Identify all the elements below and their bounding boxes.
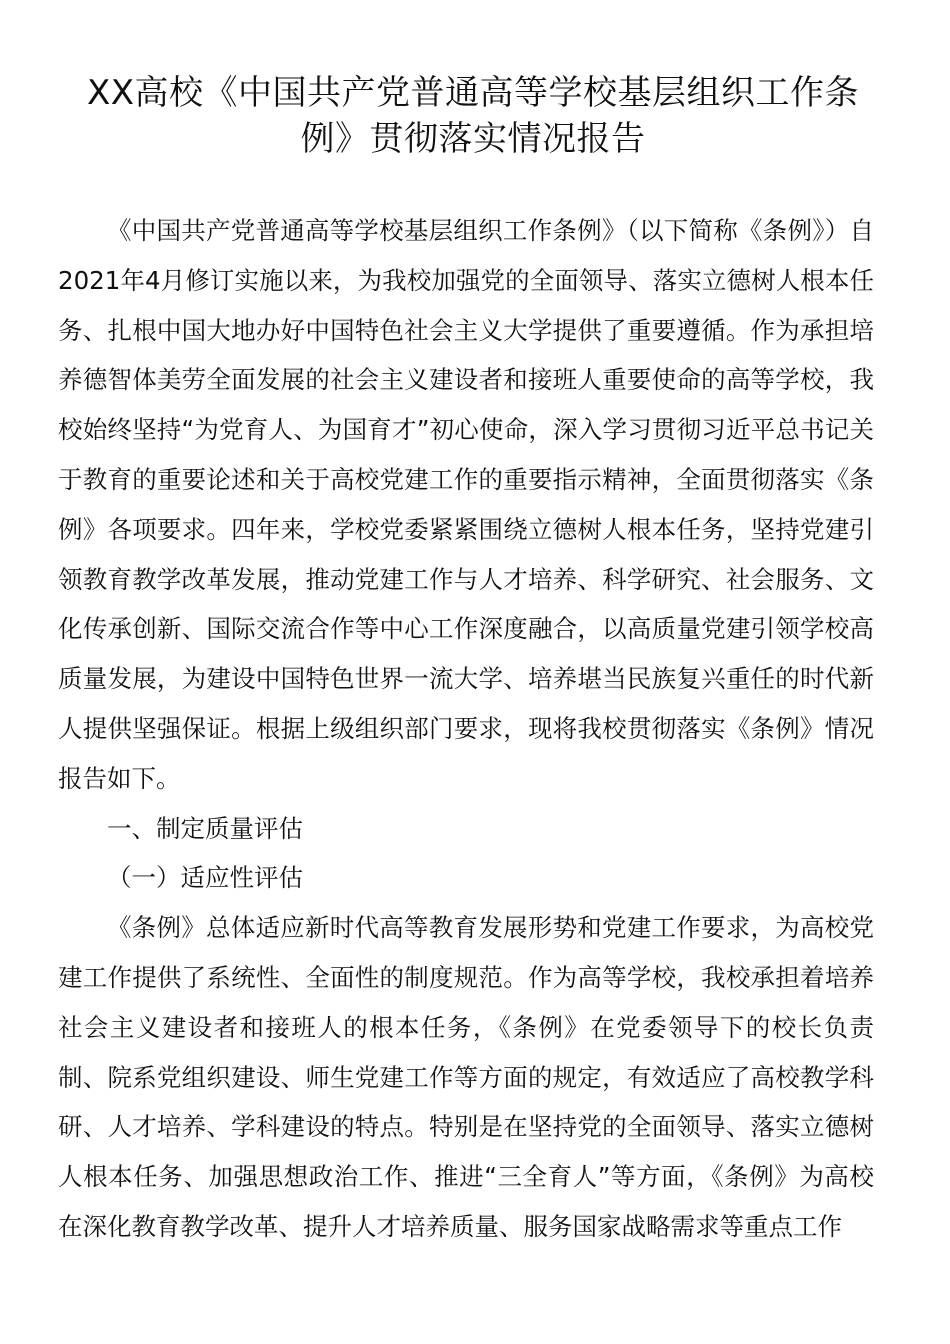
document-body bbox=[58, 206, 874, 1252]
intro-paragraph: 《中国共产党普通高等学校基层组织工作条例》（以下简称《条例》）自2021年4月修订实施以来，为我校加强党的全面领导、落实立德树人根本任务、扎根中国大地办好中国特色社会主义大学提供了重要遵循。作为承担培养德智体美劳全面发展的社会主义建设者和接班人重要使命的高等学校，我校始终坚持“为党育人、为国育才”初心使命，深入学习贯彻习近平总书记关于教育的重要论述和关于高校党建工作的重要指示精神，全面贯彻落实《条例》各项要求。四年来，学校党委紧紧围绕立德树人根本任务，坚持党建引领教育教学改革发展，推动党建工作与人才培养、科学研究、社会服务、文化传承创新、国际交流合作等中心工作深度融合，以高质量党建引领学校高质量发展，为建设中国特色世界一流大学、培养堪当民族复兴重任的时代新人提供坚强保证。根据上级组织部门要求，现将我校贯彻落实《条例》情况报告如下。 bbox=[58, 216, 874, 793]
subsection-paragraph: 《条例》总体适应新时代高等教育发展形势和党建工作要求，为高校党建工作提供了系统性、全面性的制度规范。作为高等学校，我校承担着培养社会主义建设者和接班人的根本任务，《条例》在党委领导下的校长负责制、院系党组织建设、师生党建工作等方面的规定，有效适应了高校教学科研、人才培养、学科建设的特点。特别是在坚持党的全面领导、落实立德树人根本任务、加强思想政治工作、推进“三全育人”等方面，《条例》为高校在深化教育教学改革、提升人才培养质量、服务国家战略需求等重点工作 bbox=[58, 913, 874, 1241]
section-heading: 一、制定质量评估 bbox=[107, 813, 303, 843]
subsection-heading: （一）适应性评估 bbox=[107, 863, 303, 893]
document-title: XX高校《中国共产党普通高等学校基层组织工作条例》贯彻落实情况报告 bbox=[86, 73, 860, 159]
